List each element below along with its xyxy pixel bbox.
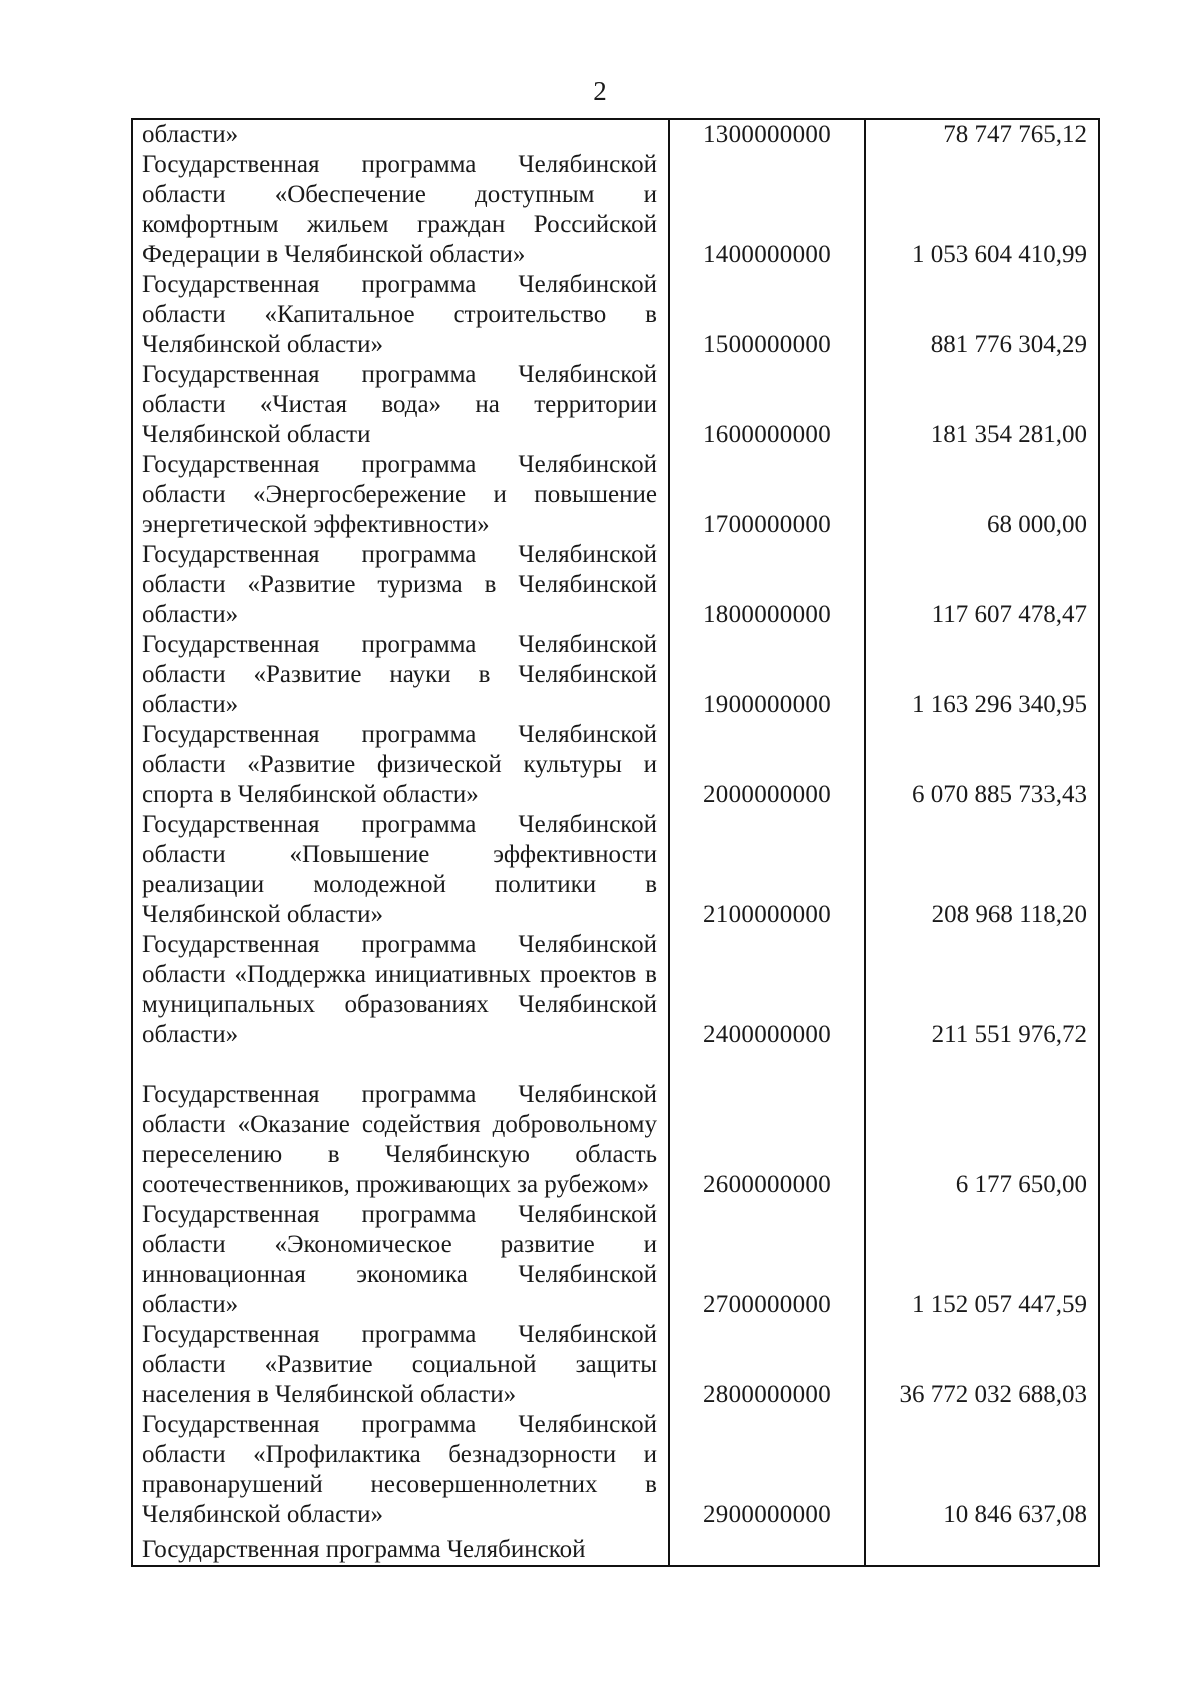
program-code: 1900000000 bbox=[669, 630, 865, 720]
table-row bbox=[132, 270, 1099, 360]
table-row bbox=[132, 1530, 1099, 1566]
table-row bbox=[132, 930, 1099, 1050]
table-row bbox=[132, 630, 1099, 720]
program-amount: 1 163 296 340,95 bbox=[912, 691, 1087, 718]
program-amount: 36 772 032 688,03 bbox=[899, 1381, 1087, 1408]
budget-table bbox=[131, 118, 1100, 1567]
program-code: 2100000000 bbox=[669, 810, 865, 930]
program-name: Государственная программа Челябинской области «Развитие науки в Челябинской области» bbox=[132, 630, 669, 720]
program-name: Государственная программа Челябинской области «Энергосбережение и повышение энергетической эффективности» bbox=[132, 450, 669, 540]
table-row bbox=[132, 1320, 1099, 1410]
program-name: Государственная программа Челябинской области «Оказание содействия добровольному переселению в Челябинскую область соотечественников, проживающих за рубежом» bbox=[132, 1050, 669, 1200]
program-amount: 1 152 057 447,59 bbox=[912, 1291, 1087, 1318]
program-code: 1800000000 bbox=[669, 540, 865, 630]
table-row bbox=[132, 360, 1099, 450]
program-name: области» bbox=[132, 119, 669, 150]
program-code: 2000000000 bbox=[669, 720, 865, 810]
program-name: Государственная программа Челябинской области «Развитие физической культуры и спорта в Челябинской области» bbox=[132, 720, 669, 810]
program-code: 2700000000 bbox=[669, 1200, 865, 1320]
program-code bbox=[669, 1530, 865, 1566]
program-name: Государственная программа Челябинской области «Профилактика безнадзорности и правонарушений несовершеннолетних в Челябинской области» bbox=[132, 1410, 669, 1530]
program-name: Государственная программа Челябинской области «Чистая вода» на территории Челябинской области bbox=[132, 360, 669, 450]
program-code: 1500000000 bbox=[669, 270, 865, 360]
program-name: Государственная программа Челябинской bbox=[132, 1530, 669, 1566]
program-code: 1400000000 bbox=[669, 150, 865, 270]
table-row bbox=[132, 540, 1099, 630]
table-row bbox=[132, 119, 1099, 150]
program-amount: 181 354 281,00 bbox=[930, 421, 1087, 448]
program-amount: 78 747 765,12 bbox=[943, 121, 1087, 148]
table-row bbox=[132, 1200, 1099, 1320]
program-amount: 117 607 478,47 bbox=[931, 601, 1087, 628]
program-code: 2600000000 bbox=[669, 1050, 865, 1200]
program-amount: 881 776 304,29 bbox=[930, 331, 1087, 358]
program-code: 2800000000 bbox=[669, 1320, 865, 1410]
program-amount: 10 846 637,08 bbox=[943, 1501, 1087, 1528]
program-code: 2400000000 bbox=[669, 930, 865, 1050]
program-name: Государственная программа Челябинской области «Обеспечение доступным и комфортным жильем граждан Российской Федерации в Челябинской области» bbox=[132, 150, 669, 270]
program-code: 1300000000 bbox=[669, 119, 865, 150]
program-amount bbox=[865, 1530, 1099, 1566]
table-row bbox=[132, 150, 1099, 270]
table-row bbox=[132, 1410, 1099, 1530]
program-code: 1700000000 bbox=[669, 450, 865, 540]
program-amount: 208 968 118,20 bbox=[931, 901, 1087, 928]
program-name: Государственная программа Челябинской области «Развитие туризма в Челябинской области» bbox=[132, 540, 669, 630]
program-amount: 6 177 650,00 bbox=[955, 1171, 1087, 1198]
program-name: Государственная программа Челябинской области «Экономическое развитие и инновационная экономика Челябинской области» bbox=[132, 1200, 669, 1320]
page-number: 2 bbox=[593, 76, 607, 106]
program-code: 2900000000 bbox=[669, 1410, 865, 1530]
table-row bbox=[132, 810, 1099, 930]
program-amount: 6 070 885 733,43 bbox=[912, 781, 1087, 808]
program-code: 1600000000 bbox=[669, 360, 865, 450]
program-name: Государственная программа Челябинской области «Поддержка инициативных проектов в муниципальных образованиях Челябинской области» bbox=[132, 930, 669, 1050]
program-amount: 211 551 976,72 bbox=[931, 1021, 1087, 1048]
table-row bbox=[132, 1050, 1099, 1200]
program-name: Государственная программа Челябинской области «Капитальное строительство в Челябинской области» bbox=[132, 270, 669, 360]
program-amount: 68 000,00 bbox=[987, 511, 1087, 538]
table-row bbox=[132, 720, 1099, 810]
table-row bbox=[132, 450, 1099, 540]
program-amount: 1 053 604 410,99 bbox=[912, 241, 1087, 268]
program-name: Государственная программа Челябинской области «Развитие социальной защиты населения в Челябинской области» bbox=[132, 1320, 669, 1410]
program-name: Государственная программа Челябинской области «Повышение эффективности реализации молодежной политики в Челябинской области» bbox=[132, 810, 669, 930]
